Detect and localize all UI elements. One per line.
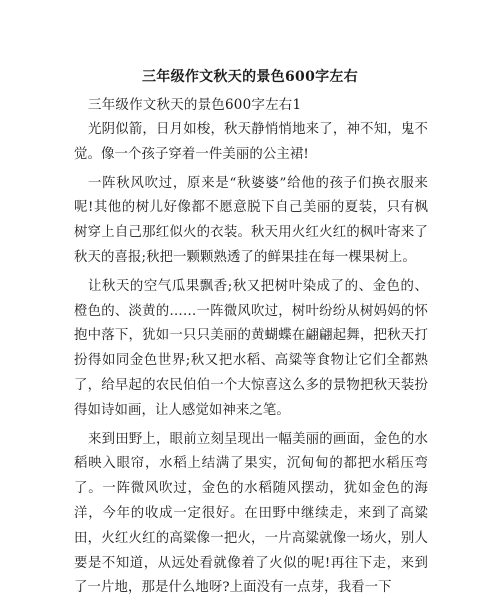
paragraph: 让秋天的空气瓜果飘香;秋又把树叶染成了的、金色的、橙色的、淡黄的……一阵微风吹过，树叶纷纷从树妈妈的怀抱中落下，犹如一只只美丽的黄蝴蝶在翩翩起舞，把秋天打扮得如同金色世界;秋又把水稻、高粱等食物让它们全都熟了，给早起的农民伯伯一个大惊喜这么多的景物把秋天装扮得如诗如画，让人感觉如神来之笔。 xyxy=(74,278,428,418)
paragraph: 光阴似箭，日月如梭，秋天静悄悄地来了，神不知，鬼不觉。像一个孩子穿着一件美丽的公主裙! xyxy=(74,122,428,162)
document-title: 三年级作文秋天的景色600字左右 xyxy=(141,69,359,85)
paragraph: 来到田野上，眼前立刻呈现出一幅美丽的画面，金色的水稻映入眼帘，水稻上结满了果实，沉甸甸的都把水稻压弯了。一阵微风吹过，金色的水稻随风摆动，犹如金色的海洋，今年的收成一定很好。在田野中继续走，来到了高粱田，火红火红的高粱像一把火，一片高粱就像一场火，别人要是不知道，从远处看就像着了火似的呢!再往下走，来到了一片地，那是什么地呀?上面没有一点芽，我看一下 xyxy=(74,431,428,596)
document-body xyxy=(74,118,428,605)
paragraph: 一阵秋风吹过，原来是“秋婆婆”给他的孩子们换衣服来呢!其他的树儿好像都不愿意脱下自己美丽的夏装，只有枫树穿上自己那红似火的衣装。秋天用火红火红的枫叶寄来了秋天的喜报;秋把一颗颗熟透了的鲜果挂在每一棵果树上。 xyxy=(74,175,428,265)
document-subtitle: 三年级作文秋天的景色600字左右1 xyxy=(88,97,302,113)
